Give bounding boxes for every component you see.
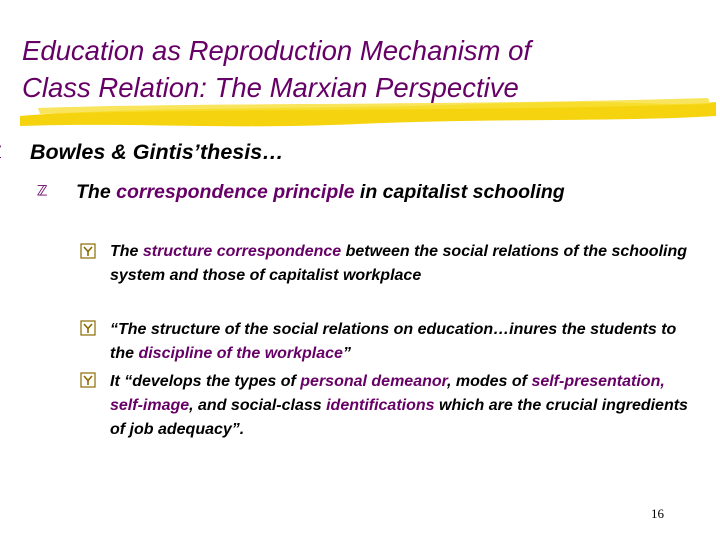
sub3-highlight: personal demeanor: [300, 373, 447, 390]
sub3-text-part: , modes of: [446, 373, 532, 390]
bullet-y-icon: [80, 320, 96, 336]
sub2-text-part: “The structure of the social relations on education…inures the students to the: [110, 321, 677, 362]
svg-text:ℤ: [0, 143, 2, 161]
sub2-highlight: discipline of the workplace: [138, 345, 343, 362]
bullet-bowles-gintis: [30, 140, 284, 165]
bullet-y-icon: [80, 243, 96, 259]
bullet-correspondence-principle: [36, 178, 676, 207]
sub3-text-part: , and social-class: [189, 397, 327, 414]
title-line-1: Education as Reproduction Mechanism of: [22, 35, 532, 66]
sub3-highlight: self-presentation, self-image: [110, 373, 665, 414]
sub-bullet-develops-types: [110, 370, 700, 442]
bullet2-text-part: in capitalist schooling: [354, 181, 565, 203]
bullet-text: Bowles & Gintis’thesis…: [30, 140, 284, 164]
title-highlighter-underline: [18, 94, 718, 130]
bullet-y-icon: [80, 372, 96, 388]
sub3-highlight: identifications: [326, 397, 435, 414]
sub1-text-part: The: [110, 243, 143, 260]
svg-text:ℤ: ℤ: [36, 183, 48, 198]
bullet-z-icon: [0, 143, 6, 161]
sub1-highlight: structure correspondence: [142, 243, 342, 260]
bullet2-highlight: correspondence principle: [116, 181, 355, 203]
bullet-z-icon: [36, 182, 52, 198]
sub-bullet-structure-quote: [110, 318, 700, 366]
bullet2-text-part: The: [76, 181, 117, 203]
sub1-text-part: between the social relations of the schooling system and those of capitalist workplace: [110, 243, 688, 284]
sub2-text-part: ”: [342, 345, 351, 362]
sub3-text-part: which are the crucial ingredients of job adequacy”.: [110, 397, 688, 438]
page-number: 16: [651, 506, 664, 521]
title-line-2: Class Relation: The Marxian Perspective: [22, 72, 519, 103]
sub-bullet-structure-correspondence: [110, 240, 700, 288]
sub3-text-part: It “develops the types of: [110, 373, 301, 390]
